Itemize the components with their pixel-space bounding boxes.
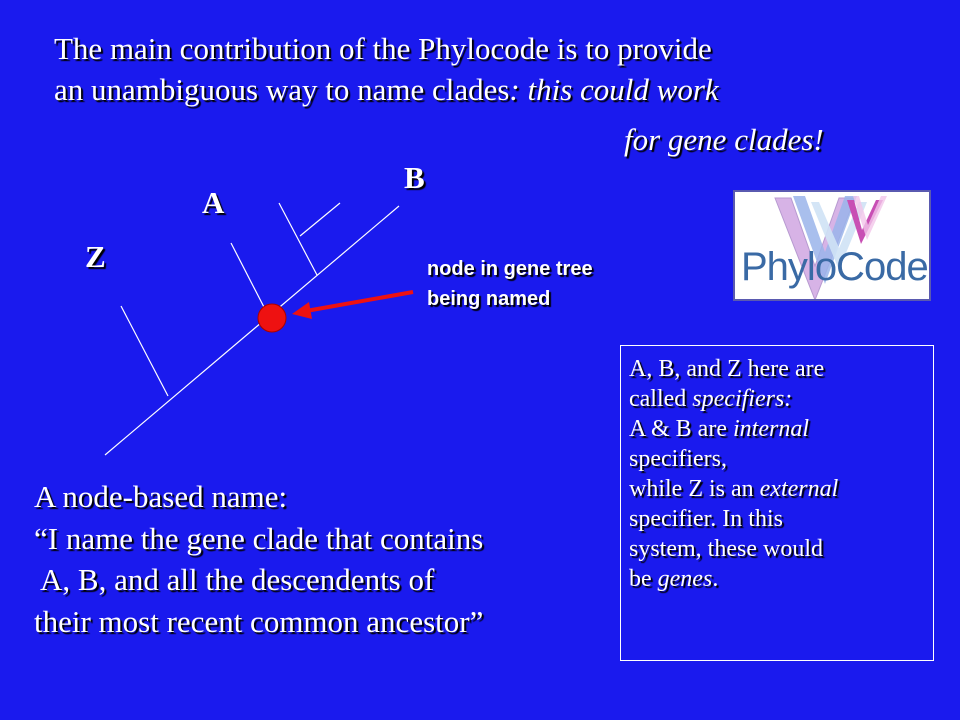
node-label-line-1: node in gene tree bbox=[427, 258, 593, 280]
tree-trunk bbox=[105, 206, 399, 455]
branch-a bbox=[231, 243, 266, 311]
phylocode-logo bbox=[733, 190, 931, 301]
tree-label-b: B bbox=[404, 160, 425, 195]
definition-line-3: A, B, and all the descendents of bbox=[34, 562, 435, 597]
specifier-line-5-italic: external bbox=[759, 476, 839, 502]
specifier-line-5 bbox=[629, 474, 925, 504]
specifier-line-3-plain: A & B are bbox=[629, 416, 733, 442]
branch-b-fork bbox=[300, 203, 340, 236]
definition-line-4: their most recent common ancestor” bbox=[34, 603, 484, 639]
specifier-line-2-plain: called bbox=[629, 386, 693, 412]
title-line-1: The main contribution of the Phylocode is to provide bbox=[54, 31, 712, 66]
logo-text: PhyloCode bbox=[741, 245, 928, 289]
specifier-line-3-italic: internal bbox=[732, 416, 809, 442]
specifier-line-5-plain: while Z is an bbox=[629, 476, 760, 502]
node-based-definition bbox=[34, 476, 483, 642]
branch-b-stem bbox=[279, 203, 317, 275]
specifier-line-8-plain: be bbox=[629, 566, 658, 592]
specifier-line-2 bbox=[629, 384, 925, 414]
definition-line-1: A node-based name: bbox=[34, 479, 288, 514]
named-node bbox=[258, 304, 286, 332]
title-line-3: for gene clades! bbox=[624, 122, 824, 157]
node-label bbox=[427, 254, 593, 314]
title-line-2-italic: : this could work bbox=[509, 72, 719, 107]
arrow-to-node bbox=[292, 292, 413, 319]
specifier-line-3 bbox=[629, 414, 925, 444]
definition-line-2: “I name the gene clade that contains bbox=[34, 520, 484, 556]
tree-label-z: Z bbox=[85, 239, 106, 274]
specifier-line-8-end: . bbox=[712, 566, 719, 592]
node-label-line-2: being named bbox=[427, 288, 551, 310]
specifier-line-2-italic: specifiers: bbox=[692, 386, 793, 412]
specifier-line-1: A, B, and Z here are bbox=[629, 356, 825, 382]
specifier-box bbox=[620, 345, 934, 661]
branch-z bbox=[121, 306, 168, 396]
specifier-line-6: specifier. In this bbox=[629, 506, 783, 532]
specifier-line-8 bbox=[629, 564, 925, 594]
specifier-line-8-italic: genes bbox=[657, 566, 713, 592]
title-line-2-plain: an unambiguous way to name clades bbox=[54, 72, 510, 107]
specifier-line-4: specifiers, bbox=[629, 446, 727, 472]
specifier-line-7: system, these would bbox=[629, 536, 823, 562]
tree-label-a: A bbox=[202, 185, 225, 220]
